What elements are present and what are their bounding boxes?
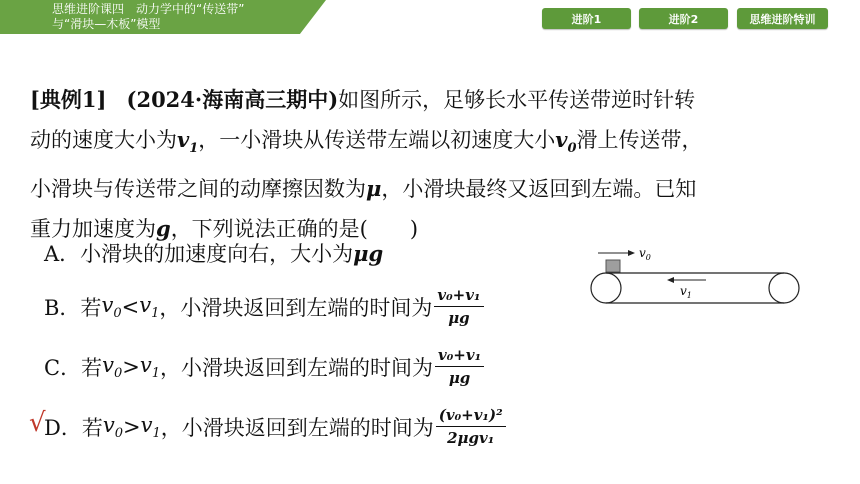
option-c-letter: C． [44, 355, 82, 380]
option-c[interactable] [44, 346, 484, 387]
tab-special-training[interactable]: 思维进阶特训 [737, 8, 828, 29]
option-b-prefix: 若 [80, 295, 102, 320]
option-b-numerator: v₀+v₁ [434, 286, 483, 307]
answer-check-icon: √ [29, 408, 46, 438]
question-line-3 [30, 169, 830, 209]
option-a-text: 小滑块的加速度向右，大小为 [80, 242, 354, 266]
option-b[interactable] [44, 286, 484, 327]
option-b-v1: $v_1$ [139, 292, 160, 321]
option-d-numerator: (v₀+v₁)² [436, 406, 506, 427]
option-d[interactable] [44, 406, 506, 447]
question-text-4: 重力加速度为 [30, 217, 156, 241]
v1-label: $v_1$ [680, 284, 692, 300]
option-d-text: ，小滑块返回到左端的时间为 [160, 415, 434, 440]
question-line-1 [30, 80, 830, 120]
option-c-numerator: v₀+v₁ [435, 346, 484, 367]
option-d-fraction [436, 406, 506, 447]
option-d-cond: > [123, 414, 141, 439]
question-text-2: 动的速度大小为 [30, 128, 177, 152]
option-b-fraction [434, 286, 483, 327]
question-body [30, 80, 830, 249]
question-line-2 [30, 120, 830, 169]
option-c-v1: $v_1$ [139, 352, 160, 381]
option-d-v1: $v_1$ [140, 412, 161, 441]
option-a-letter: A． [44, 242, 81, 266]
option-b-v0: $v_0$ [101, 292, 122, 321]
lesson-title: 思维进阶课四 动力学中的“传送带” 与“滑块—木板”模型 [52, 2, 245, 31]
option-d-prefix: 若 [81, 415, 103, 440]
option-c-cond: > [122, 354, 140, 379]
option-d-denominator: 2μgv₁ [447, 429, 495, 447]
tab-level-2[interactable]: 进阶2 [639, 8, 728, 29]
question-text-3: 小滑块与传送带之间的动摩擦因数为 [30, 177, 366, 201]
symbol-g: g [156, 216, 171, 241]
option-a-value: μg [353, 240, 384, 266]
right-roller [769, 273, 799, 303]
question-source: (2024·海南高三期中) [126, 87, 339, 112]
symbol-v0: $v_0$ [555, 127, 577, 156]
conveyor-belt-diagram [588, 240, 802, 310]
question-text-2b: ，一小滑块从传送带左端以初速度大小 [198, 128, 556, 152]
top-bar [0, 0, 860, 34]
option-b-denominator: μg [448, 309, 470, 327]
left-roller [591, 273, 621, 303]
v0-arrowhead [628, 250, 635, 256]
tab-level-1[interactable]: 进阶1 [542, 8, 631, 29]
option-c-text: ，小滑块返回到左端的时间为 [160, 355, 433, 380]
option-c-prefix: 若 [81, 355, 103, 380]
v0-label: $v_0$ [639, 246, 651, 262]
option-c-denominator: μg [448, 369, 471, 387]
example-tag: [典例1] [30, 87, 107, 112]
option-b-text: ，小滑块返回到左端的时间为 [159, 295, 433, 320]
v1-arrowhead [667, 277, 674, 283]
question-text-1: 如图所示，足够长水平传送带逆时针转 [338, 88, 696, 112]
option-d-v0: $v_0$ [102, 412, 123, 441]
question-text-2c: 滑上传送带， [576, 128, 703, 152]
option-b-cond: < [121, 294, 140, 319]
option-d-letter: D． [44, 415, 82, 440]
symbol-mu: μ [366, 176, 382, 201]
option-b-letter: B． [44, 295, 81, 320]
question-text-4b: ，下列说法正确的是( ) [170, 217, 419, 241]
option-c-v0: $v_0$ [102, 352, 123, 381]
symbol-v1: $v_1$ [177, 127, 199, 156]
slider-block [606, 260, 620, 272]
option-c-fraction [435, 346, 484, 387]
option-a[interactable] [44, 238, 383, 268]
question-text-3b: ，小滑块最终又返回到左端。已知 [381, 177, 697, 201]
